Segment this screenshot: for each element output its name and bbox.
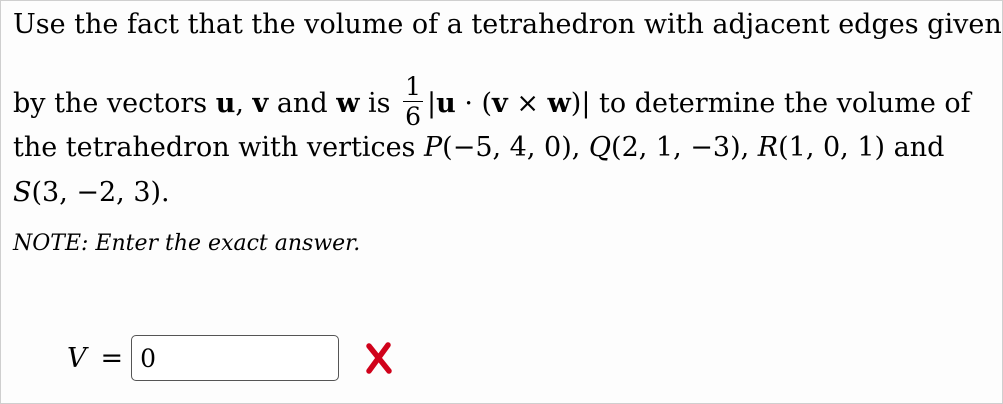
text-segment: by the vectors [13, 88, 216, 119]
problem-line-2 [13, 72, 971, 132]
answer-row [67, 334, 395, 382]
answer-input[interactable] [131, 335, 339, 381]
vertex-Q-coords: (2, 1, −3), [611, 132, 758, 163]
vertex-R-coords: (1, 0, 1) [778, 132, 886, 163]
cross-mark-icon [361, 341, 395, 375]
vertex-P-label: P [424, 132, 443, 163]
text-segment: the tetrahedron with vertices [13, 132, 424, 163]
abs-close: )| [570, 88, 591, 119]
vector-v: v [252, 88, 269, 119]
text-segment: and [885, 132, 945, 163]
vector-w: w [547, 88, 571, 119]
answer-variable-label: V [67, 342, 87, 374]
vertex-R-label: R [757, 132, 779, 163]
fraction-one-sixth [403, 74, 423, 129]
problem-line-3 [13, 134, 944, 161]
vertex-Q-label: Q [588, 132, 612, 163]
problem-line-1: Use the fact that the volume of a tetrahedron with adjacent edges given [13, 9, 1002, 40]
vertex-S-label: S [13, 177, 32, 208]
cross-operator: × [507, 88, 548, 119]
vertex-S-coords: (3, −2, 3). [31, 177, 170, 208]
dot-operator: · ( [455, 88, 493, 119]
vector-u: u [215, 88, 236, 119]
note-text: NOTE: Enter the exact answer. [13, 231, 361, 256]
equals-sign: = [100, 342, 124, 374]
vector-w: w [336, 88, 360, 119]
fraction-denominator: 6 [405, 102, 421, 131]
problem-line-4 [13, 179, 170, 206]
vector-u: u [436, 88, 456, 119]
text-segment: to determine the volume of [590, 88, 971, 119]
vertex-P-coords: (−5, 4, 0), [442, 132, 589, 163]
text-segment: is [359, 88, 400, 119]
fraction-numerator: 1 [405, 72, 421, 101]
text-segment: and [268, 88, 337, 119]
text-segment: , [235, 88, 253, 119]
vector-v: v [492, 88, 508, 119]
abs-open: | [427, 88, 437, 119]
